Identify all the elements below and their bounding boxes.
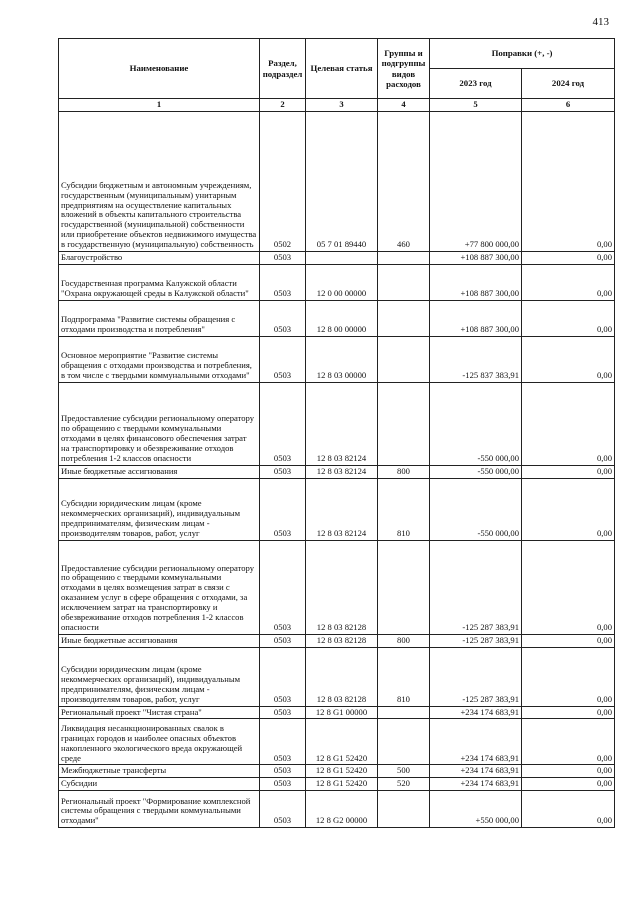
row-2023-cell: +108 887 300,00: [430, 251, 522, 264]
row-2024-cell: 0,00: [522, 336, 615, 382]
table-row: [59, 300, 615, 336]
row-target-cell: 05 7 01 89440: [306, 111, 378, 251]
row-2024-cell: 0,00: [522, 647, 615, 706]
row-name-cell: Субсидии юридическим лицам (кроме некоммерческих организаций), индивидуальным предпринимателям, физическим лицам - производителям товаров, работ, услуг: [59, 647, 260, 706]
column-number: 1: [59, 99, 260, 112]
row-2024-cell: 0,00: [522, 300, 615, 336]
row-2023-cell: -125 287 383,91: [430, 634, 522, 647]
row-group-cell: [378, 264, 430, 300]
row-target-cell: 12 8 03 82128: [306, 647, 378, 706]
row-target-cell: 12 8 G1 52420: [306, 778, 378, 791]
table-row: [59, 791, 615, 828]
table-row: [59, 251, 615, 264]
row-section-cell: 0503: [260, 478, 306, 540]
row-2024-cell: 0,00: [522, 251, 615, 264]
row-group-cell: [378, 791, 430, 828]
row-group-cell: [378, 336, 430, 382]
row-section-cell: 0503: [260, 719, 306, 765]
budget-amendments-table: [58, 38, 615, 828]
row-name-cell: Субсидии юридическим лицам (кроме некоммерческих организаций), индивидуальным предпринимателям, физическим лицам - производителям товаров, работ, услуг: [59, 478, 260, 540]
row-2024-cell: 0,00: [522, 465, 615, 478]
row-2023-cell: +108 887 300,00: [430, 300, 522, 336]
row-group-cell: 810: [378, 647, 430, 706]
row-group-cell: [378, 540, 430, 634]
row-target-cell: 12 0 00 00000: [306, 264, 378, 300]
row-section-cell: 0503: [260, 465, 306, 478]
row-group-cell: 460: [378, 111, 430, 251]
row-2024-cell: 0,00: [522, 634, 615, 647]
table-row: [59, 765, 615, 778]
row-2024-cell: 0,00: [522, 706, 615, 719]
row-2024-cell: 0,00: [522, 765, 615, 778]
row-target-cell: 12 8 03 82128: [306, 540, 378, 634]
row-2024-cell: 0,00: [522, 540, 615, 634]
table-row: [59, 647, 615, 706]
row-2023-cell: +234 174 683,91: [430, 719, 522, 765]
row-section-cell: 0502: [260, 111, 306, 251]
row-2023-cell: +77 800 000,00: [430, 111, 522, 251]
row-section-cell: 0503: [260, 251, 306, 264]
row-2023-cell: -125 287 383,91: [430, 540, 522, 634]
table-row: [59, 634, 615, 647]
row-section-cell: 0503: [260, 634, 306, 647]
row-name-cell: Государственная программа Калужской области "Охрана окружающей среды в Калужской области": [59, 264, 260, 300]
header-year-2023: 2023 год: [430, 69, 522, 99]
row-target-cell: 12 8 G1 52420: [306, 765, 378, 778]
header-name: Наименование: [59, 39, 260, 99]
header-year-2024: 2024 год: [522, 69, 615, 99]
page-number: 413: [592, 16, 609, 28]
row-group-cell: [378, 300, 430, 336]
row-target-cell: 12 8 G2 00000: [306, 791, 378, 828]
column-number: 3: [306, 99, 378, 112]
header-amendments: Поправки (+, -): [430, 39, 615, 69]
row-name-cell: Региональный проект "Чистая страна": [59, 706, 260, 719]
table-row: [59, 478, 615, 540]
row-2024-cell: 0,00: [522, 264, 615, 300]
table-row: [59, 336, 615, 382]
row-name-cell: Благоустройство: [59, 251, 260, 264]
row-2023-cell: -550 000,00: [430, 382, 522, 465]
row-section-cell: 0503: [260, 765, 306, 778]
row-2024-cell: 0,00: [522, 778, 615, 791]
row-2023-cell: -550 000,00: [430, 465, 522, 478]
row-section-cell: 0503: [260, 336, 306, 382]
table-row: [59, 465, 615, 478]
row-name-cell: Межбюджетные трансферты: [59, 765, 260, 778]
row-2023-cell: +234 174 683,91: [430, 778, 522, 791]
row-2024-cell: 0,00: [522, 478, 615, 540]
row-section-cell: 0503: [260, 540, 306, 634]
row-name-cell: Основное мероприятие "Развитие системы обращения с отходами производства и потребления, в том числе с твердыми коммунальными отходами": [59, 336, 260, 382]
table-row: [59, 778, 615, 791]
row-target-cell: 12 8 03 82128: [306, 634, 378, 647]
row-2023-cell: -125 837 383,91: [430, 336, 522, 382]
row-target-cell: 12 8 03 82124: [306, 382, 378, 465]
row-name-cell: Региональный проект "Формирование комплексной системы обращения с твердыми коммунальными отходами": [59, 791, 260, 828]
column-number: 6: [522, 99, 615, 112]
row-name-cell: Предоставление субсидии региональному оператору по обращению с твердыми коммунальными отходами в целях финансового обеспечения затрат на транспортировку и обезвреживание отходов потребления 1-2 классов опасности: [59, 382, 260, 465]
row-group-cell: [378, 382, 430, 465]
row-group-cell: 800: [378, 634, 430, 647]
table-row: [59, 706, 615, 719]
row-name-cell: Субсидии бюджетным и автономным учреждениям, государственным (муниципальным) унитарным предприятиям на осуществление капитальных вложений в объекты капитального строительства государственной (муниципальной) собственности или приобретение объектов недвижимого имущества в государственную (муниципальную) собственность: [59, 111, 260, 251]
row-section-cell: 0503: [260, 791, 306, 828]
column-number: 5: [430, 99, 522, 112]
row-2023-cell: -125 287 383,91: [430, 647, 522, 706]
row-name-cell: Предоставление субсидии региональному оператору по обращению с твердыми коммунальными отходами в целях возмещения затрат в связи с оказанием услуг в сфере обращения с отходами, за исключением затрат на транспортировку и обезвреживание отходов потребления 1-2 классов опасности: [59, 540, 260, 634]
row-section-cell: 0503: [260, 300, 306, 336]
column-number: 4: [378, 99, 430, 112]
column-number-row: [59, 99, 615, 112]
table-body: [59, 111, 615, 827]
row-target-cell: 12 8 03 82124: [306, 478, 378, 540]
row-group-cell: 800: [378, 465, 430, 478]
row-group-cell: [378, 719, 430, 765]
row-name-cell: Субсидии: [59, 778, 260, 791]
row-section-cell: 0503: [260, 706, 306, 719]
row-section-cell: 0503: [260, 778, 306, 791]
row-target-cell: 12 8 03 82124: [306, 465, 378, 478]
row-2023-cell: +108 887 300,00: [430, 264, 522, 300]
row-name-cell: Иные бюджетные ассигнования: [59, 634, 260, 647]
row-group-cell: 520: [378, 778, 430, 791]
row-2023-cell: +234 174 683,91: [430, 706, 522, 719]
row-name-cell: Ликвидация несанкционированных свалок в границах городов и наиболее опасных объектов накопленного экологического вреда окружающей среде: [59, 719, 260, 765]
row-2024-cell: 0,00: [522, 719, 615, 765]
header-target: Целевая статья: [306, 39, 378, 99]
table-row: [59, 719, 615, 765]
column-number: 2: [260, 99, 306, 112]
row-2024-cell: 0,00: [522, 382, 615, 465]
table-row: [59, 111, 615, 251]
row-group-cell: [378, 706, 430, 719]
row-group-cell: 500: [378, 765, 430, 778]
row-2023-cell: +234 174 683,91: [430, 765, 522, 778]
row-2023-cell: -550 000,00: [430, 478, 522, 540]
row-2024-cell: 0,00: [522, 111, 615, 251]
row-section-cell: 0503: [260, 382, 306, 465]
table-row: [59, 540, 615, 634]
row-group-cell: 810: [378, 478, 430, 540]
row-target-cell: [306, 251, 378, 264]
row-section-cell: 0503: [260, 647, 306, 706]
row-target-cell: 12 8 00 00000: [306, 300, 378, 336]
header-section: Раздел, подраздел: [260, 39, 306, 99]
row-target-cell: 12 8 03 00000: [306, 336, 378, 382]
row-target-cell: 12 8 G1 00000: [306, 706, 378, 719]
header-group: Группы и подгруппы видов расходов: [378, 39, 430, 99]
row-2023-cell: +550 000,00: [430, 791, 522, 828]
row-section-cell: 0503: [260, 264, 306, 300]
row-name-cell: Иные бюджетные ассигнования: [59, 465, 260, 478]
row-2024-cell: 0,00: [522, 791, 615, 828]
row-group-cell: [378, 251, 430, 264]
table-row: [59, 382, 615, 465]
row-name-cell: Подпрограмма "Развитие системы обращения с отходами производства и потребления": [59, 300, 260, 336]
table-row: [59, 264, 615, 300]
row-target-cell: 12 8 G1 52420: [306, 719, 378, 765]
